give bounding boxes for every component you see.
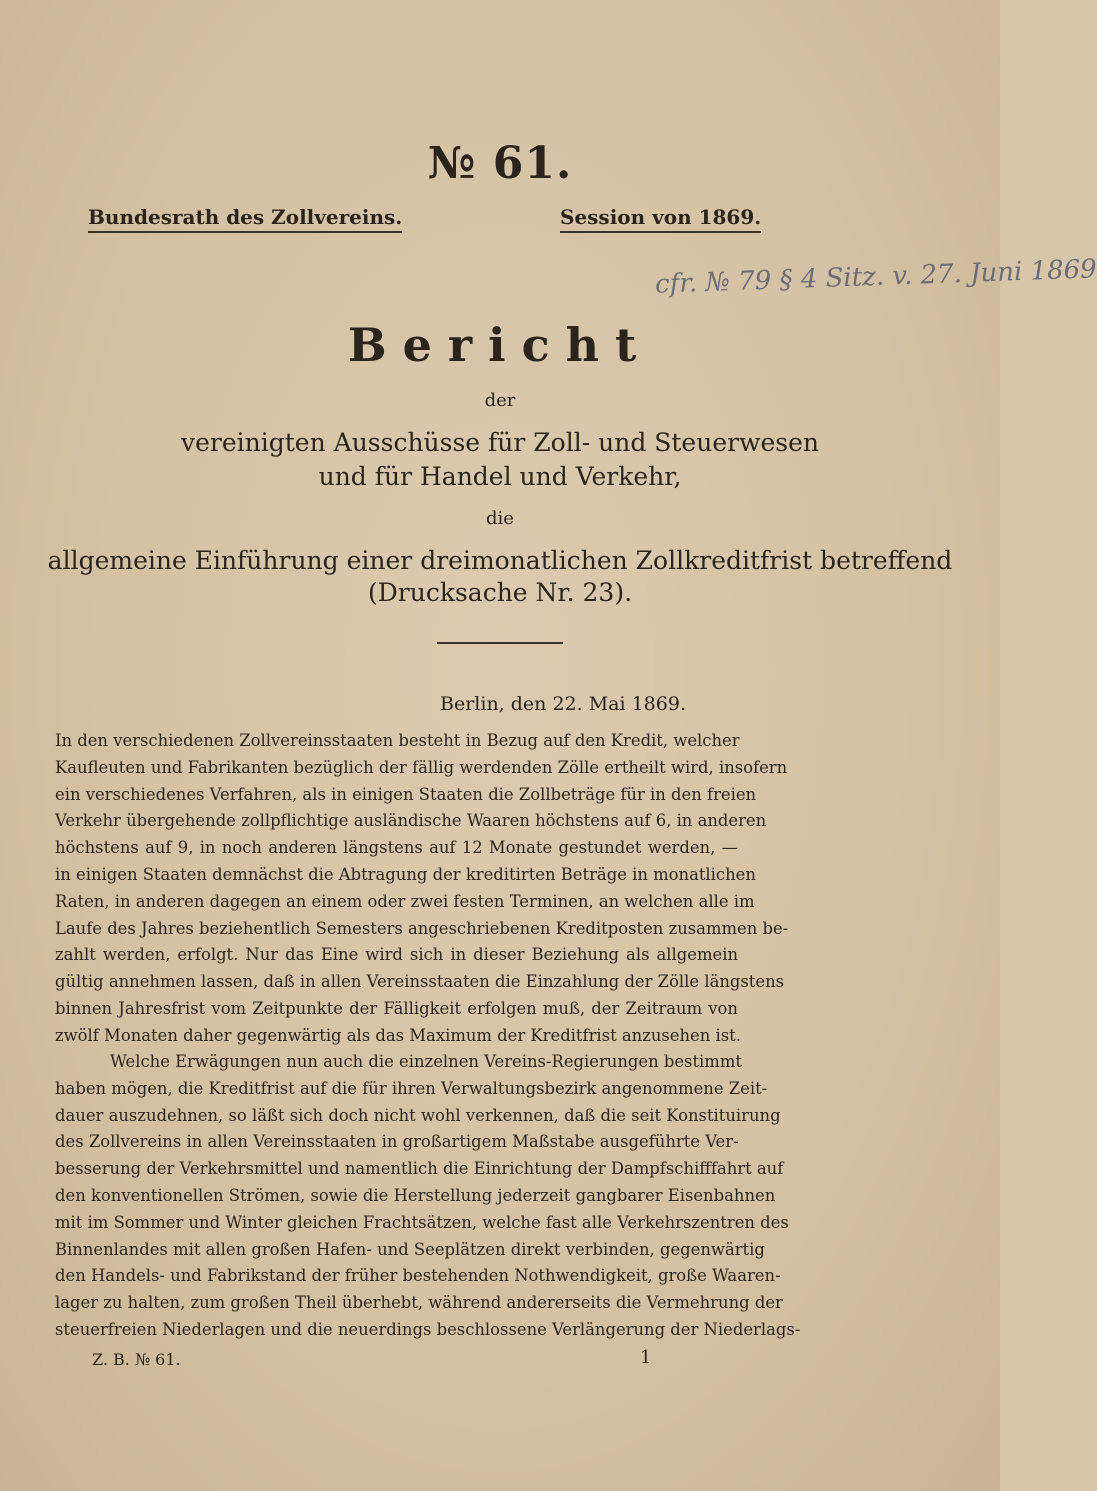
text-line: in einigen Staaten demnächst die Abtragung der kreditirten Beträge in monatlichen — [55, 864, 756, 884]
text-line: Kaufleuten und Fabrikanten bezüglich der fällig werdenden Zölle ertheilt wird, insofern — [55, 757, 788, 777]
text-line: Welche Erwägungen nun auch die einzelnen Vereins-Regierungen bestimmt — [110, 1052, 742, 1071]
text-line: gültig annehmen lassen, daß in allen Vereinsstaaten die Einzahlung der Zölle längstens — [55, 972, 785, 992]
text-line: Raten, in anderen dagegen an einem oder zwei festen Terminen, an welchen alle im — [55, 891, 755, 911]
subject-line-2: (Drucksache Nr. 23). — [367, 578, 633, 607]
text-line: ein verschiedenes Verfahren, als in einigen Staaten die Zollbeträge für in den freien — [55, 784, 757, 804]
heading-line-2: und für Handel und Verkehr, — [318, 462, 682, 491]
document-title: Bericht — [347, 318, 653, 372]
dateline: Berlin, den 22. Mai 1869. — [440, 693, 686, 715]
page-number: 1 — [640, 1347, 652, 1368]
footer-reference: Z. B. № 61. — [92, 1350, 181, 1369]
text-line: den Handels- und Fabrikstand der früher bestehenden Nothwendigkeit, große Waaren- — [55, 1266, 781, 1286]
text-line: steuerfreien Niederlagen und die neuerdings beschlossene Verlängerung der Niederlags- — [55, 1319, 801, 1339]
text-line: binnen Jahresfrist vom Zeitpunkte der Fälligkeit erfolgen muß, der Zeitraum von — [55, 998, 738, 1018]
text-line: des Zollvereins in allen Vereinsstaaten in großartigem Maßstabe ausgeführte Ver- — [55, 1132, 739, 1152]
heading-line-1: vereinigten Ausschüsse für Zoll- und Steuerwesen — [180, 428, 819, 457]
text-line: besserung der Verkehrsmittel und namentlich die Einrichtung der Dampfschifffahrt auf — [55, 1159, 784, 1179]
handwritten-note: cfr. № 79 § 4 Sitz. v. 27. Juni 1869 — [654, 254, 1097, 300]
header-left: Bundesrath des Zollvereins. — [88, 205, 402, 233]
subject-line-1: allgemeine Einführung einer dreimonatlichen Zollkreditfrist betreffend — [47, 546, 953, 575]
text-line: In den verschiedenen Zollvereinsstaaten besteht in Bezug auf den Kredit, welcher — [55, 731, 740, 750]
text-line: Laufe des Jahres beziehentlich Semesters angeschriebenen Kreditposten zusammen be- — [55, 918, 789, 938]
line-der: der — [484, 390, 516, 411]
header-right: Session von 1869. — [560, 205, 761, 233]
divider-rule — [437, 642, 563, 644]
paragraph-1 — [55, 728, 789, 1050]
text-line: dauer auszudehnen, so läßt sich doch nicht wohl verkennen, daß die seit Konstituirung — [55, 1105, 781, 1125]
text-line: mit im Sommer und Winter gleichen Frachtsätzen, welche fast alle Verkehrszentren des — [55, 1212, 789, 1232]
document-number: № 61. — [427, 138, 573, 189]
text-line: Binnenlandes mit allen großen Hafen- und Seeplätzen direkt verbinden, gegenwärtig — [55, 1239, 765, 1259]
text-line: haben mögen, die Kreditfrist auf die für ihren Verwaltungsbezirk angenommene Zeit- — [55, 1078, 768, 1098]
line-die: die — [486, 508, 514, 529]
text-line: lager zu halten, zum großen Theil überhebt, während andererseits die Vermehrung der — [55, 1293, 783, 1313]
text-line: zwölf Monaten daher gegenwärtig als das Maximum der Kreditfrist anzusehen ist. — [55, 1025, 741, 1045]
paragraph-2 — [55, 1049, 801, 1344]
text-line: zahlt werden, erfolgt. Nur das Eine wird sich in dieser Beziehung als allgemein — [55, 945, 738, 965]
text-line: Verkehr übergehende zollpflichtige ausländische Waaren höchstens auf 6, in anderen — [55, 811, 767, 831]
text-line: den konventionellen Strömen, sowie die Herstellung jederzeit gangbarer Eisenbahnen — [55, 1185, 776, 1205]
text-line: höchstens auf 9, in noch anderen längstens auf 12 Monate gestundet werden, — — [55, 838, 738, 858]
